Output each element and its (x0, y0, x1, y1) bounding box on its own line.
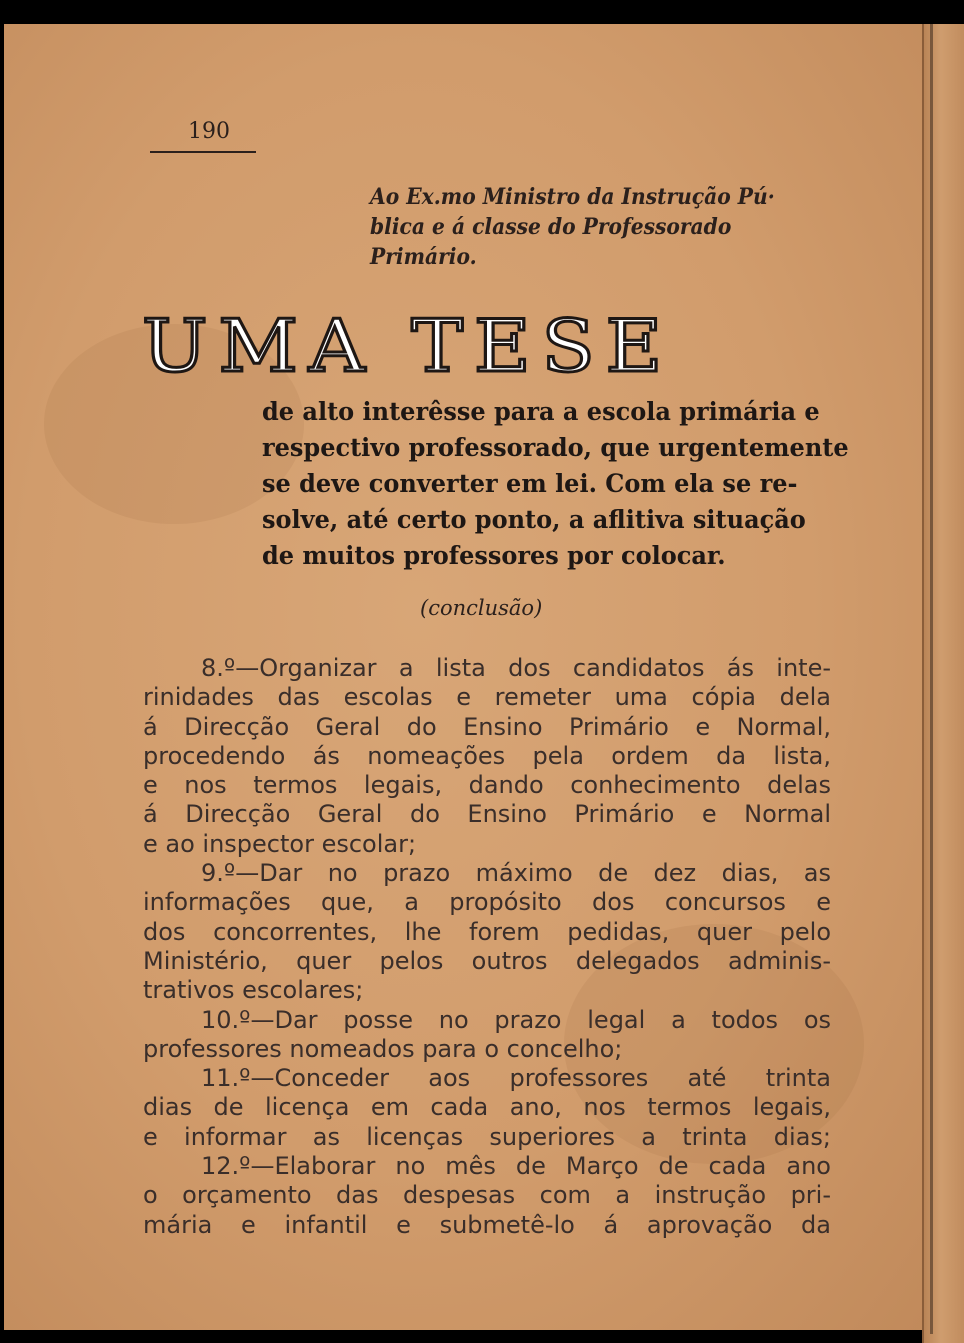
article-title: UMA TESE (142, 304, 674, 388)
body-line: e informar as licenças superiores a trinta dias; (143, 1122, 831, 1151)
body-line: á Direcção Geral do Ensino Primário e Normal, (143, 712, 831, 741)
body-text (143, 654, 833, 1240)
body-line: dos concorrentes, lhe forem pedidas, quer pelo (143, 917, 831, 946)
body-line: o orçamento das despesas com a instrução pri- (143, 1181, 831, 1210)
body-line: 12.º—Elaborar no mês de Março de cada ano (201, 1152, 831, 1181)
body-line: 10.º—Dar posse no prazo legal a todos os (201, 1005, 831, 1034)
body-line: e ao inspector escolar; (143, 829, 417, 858)
body-line: trativos escolares; (143, 976, 364, 1005)
page-number-rule (150, 151, 256, 153)
body-line: Ministério, quer pelos outros delegados adminis- (143, 946, 831, 975)
body-line: procedendo ás nomeações pela ordem da lista, (143, 741, 831, 770)
body-line: informações que, a propósito dos concursos e (143, 888, 831, 917)
body-line: á Direcção Geral do Ensino Primário e Normal (143, 800, 831, 829)
article-subtitle (262, 394, 849, 574)
page-number: 190 (188, 119, 230, 144)
book-page-edge (922, 24, 964, 1343)
page-edge-shadow (930, 24, 933, 1334)
body-line: 8.º—Organizar a lista dos candidatos ás inte- (201, 654, 831, 682)
conclusion-label: (conclusão) (420, 596, 543, 620)
body-line: rinidades das escolas e remeter uma cópia dela (143, 683, 831, 712)
subtitle-line: de muitos professores por colocar. (262, 541, 726, 570)
subtitle-line: de alto interêsse para a escola primária e (262, 397, 820, 426)
dedication-line: Primário. (370, 244, 477, 270)
dedication (370, 182, 802, 272)
body-line: mária e infantil e submetê-lo á aprovação da (143, 1210, 831, 1239)
subtitle-line: solve, até certo ponto, a aflitiva situação (262, 505, 806, 534)
body-line: 9.º—Dar no prazo máximo de dez dias, as (201, 859, 831, 888)
body-line: dias de licença em cada ano, nos termos legais, (143, 1093, 831, 1122)
body-line: e nos termos legais, dando conhecimento delas (143, 771, 831, 800)
dedication-line: blica e á classe do Professorado (370, 214, 732, 240)
subtitle-line: se deve converter em lei. Com ela se re- (262, 469, 798, 498)
body-line: professores nomeados para o concelho; (143, 1034, 623, 1063)
body-line: 11.º—Conceder aos professores até trinta (201, 1064, 831, 1093)
subtitle-line: respectivo professorado, que urgentemente (262, 433, 849, 462)
dedication-line: Ao Ex.mo Ministro da Instrução Pú· (370, 184, 775, 210)
